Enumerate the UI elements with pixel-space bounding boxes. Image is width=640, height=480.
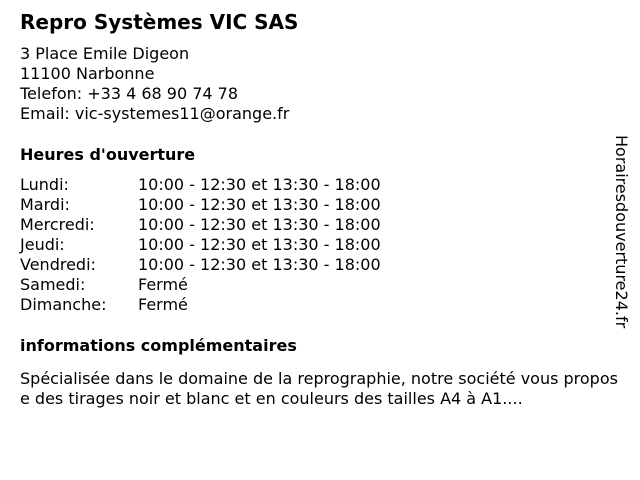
phone-number: Telefon: +33 4 68 90 74 78 — [20, 84, 239, 103]
business-description: Spécialisée dans le domaine de la reprographie, notre société vous propose des tirages noir et blanc et en couleurs des tailles A4 à A1.... — [20, 369, 618, 408]
day-hours: Fermé — [138, 275, 188, 294]
address-block — [20, 44, 620, 124]
day-hours: Fermé — [138, 295, 188, 314]
hours-row-saturday — [20, 275, 620, 295]
day-hours: 10:00 - 12:30 et 13:30 - 18:00 — [138, 175, 381, 194]
day-label: Mercredi: — [20, 215, 95, 234]
day-label: Dimanche: — [20, 295, 107, 314]
day-label: Lundi: — [20, 175, 69, 194]
day-hours: 10:00 - 12:30 et 13:30 - 18:00 — [138, 215, 381, 234]
business-name: Repro Systèmes VIC SAS — [20, 10, 299, 34]
day-label: Samedi: — [20, 275, 86, 294]
address-city: 11100 Narbonne — [20, 64, 155, 83]
email-address: Email: vic-systemes11@orange.fr — [20, 104, 290, 123]
hours-row-thursday — [20, 235, 620, 255]
hours-row-wednesday — [20, 215, 620, 235]
hours-row-sunday — [20, 295, 620, 315]
site-watermark: Horairesdouverture24.fr — [612, 135, 631, 329]
day-hours: 10:00 - 12:30 et 13:30 - 18:00 — [138, 195, 381, 214]
additional-info-heading: informations complémentaires — [20, 336, 297, 355]
day-hours: 10:00 - 12:30 et 13:30 - 18:00 — [138, 235, 381, 254]
opening-hours-heading: Heures d'ouverture — [20, 145, 196, 164]
hours-row-tuesday — [20, 195, 620, 215]
day-label: Mardi: — [20, 195, 70, 214]
day-label: Vendredi: — [20, 255, 96, 274]
hours-row-monday — [20, 175, 620, 195]
business-card — [20, 8, 620, 409]
day-hours: 10:00 - 12:30 et 13:30 - 18:00 — [138, 255, 381, 274]
day-label: Jeudi: — [20, 235, 65, 254]
hours-row-friday — [20, 255, 620, 275]
address-street: 3 Place Emile Digeon — [20, 44, 190, 63]
opening-hours-table — [20, 175, 620, 315]
